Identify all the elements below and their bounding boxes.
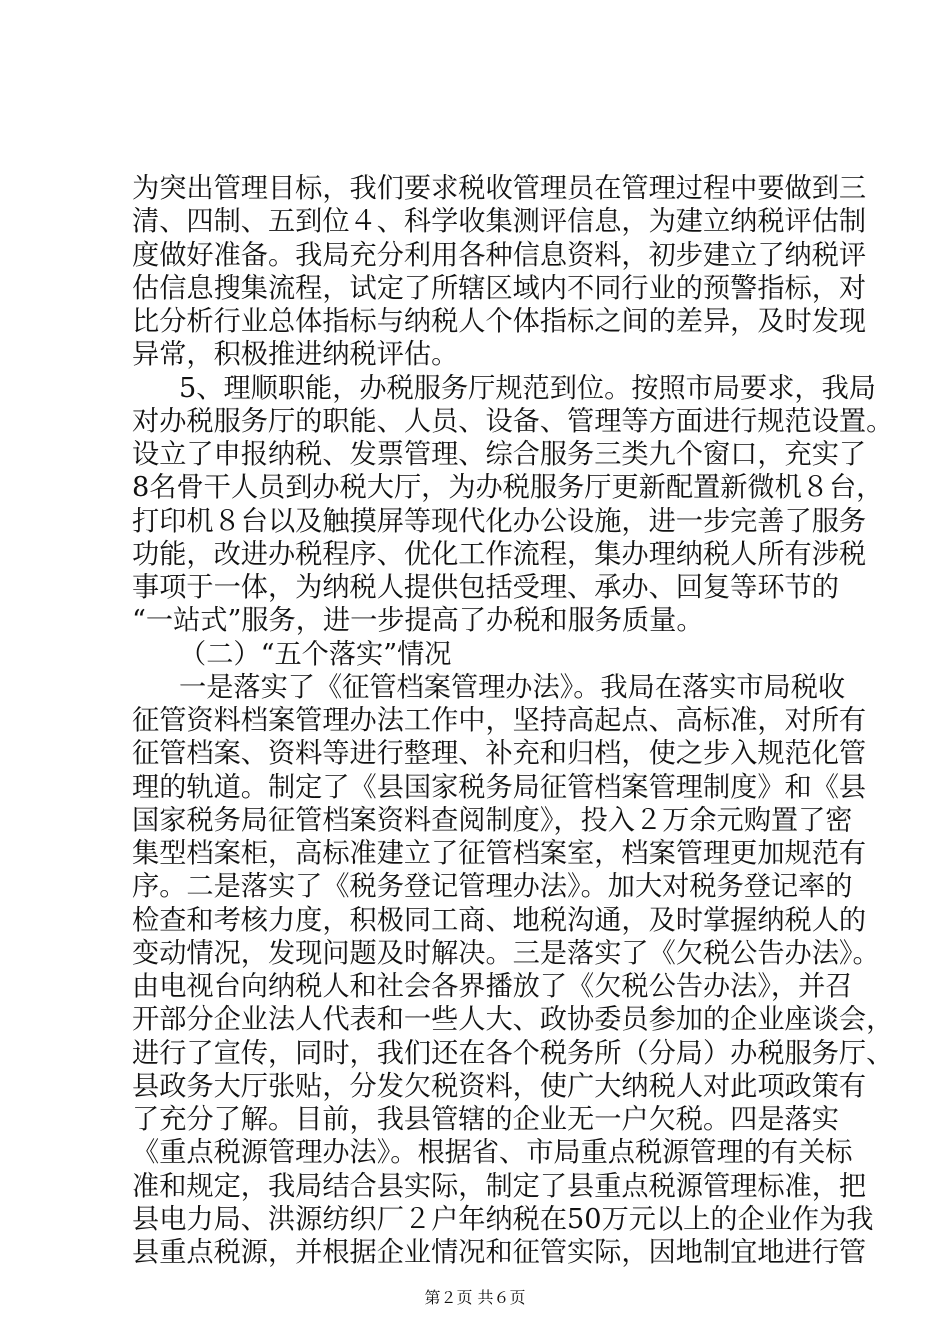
page-number-footer: 第２页 共６页 [424,1288,526,1307]
text-line: 国家税务局征管档案资料查阅制度》，投入２万余元购置了密 [132,804,853,836]
text-line: 了充分了解。目前，我县管辖的企业无一户欠税。四是落实 [132,1104,839,1135]
text-line: 县电力局、洪源纺织厂２户年纳税在50万元以上的企业作为我 [132,1203,874,1235]
text-line: 估信息搜集流程，试定了所辖区域内不同行业的预警指标，对 [132,272,867,304]
text-line: 功能，改进办税程序、优化工作流程，集办理纳税人所有涉税 [132,538,867,570]
text-line: 准和规定，我局结合县实际，制定了县重点税源管理标准，把 [132,1170,867,1202]
text-line: 8名骨干人员到办税大厅，为办税服务厅更新配置新微机８台， [132,472,884,504]
paragraph-first-line: 5、理顺职能，办税服务厅规范到位。按照市局要求，我局 [179,372,876,404]
text-line: 序。二是落实了《税务登记管理办法》。加大对税务登记率的 [132,871,853,903]
section-heading: （二）“五个落实”情况 [179,638,452,670]
text-line: 由电视台向纳税人和社会各界播放了《欠税公告办法》，并召 [132,971,853,1002]
paragraph-first-line: 一是落实了《征管档案管理办法》。我局在落实市局税收 [179,671,846,703]
text-line: 征管档案、资料等进行整理、补充和归档，使之步入规范化管 [132,738,867,770]
text-line: 事项于一体，为纳税人提供包括受理、承办、回复等环节的 [132,572,839,603]
text-line: 理的轨道。制定了《县国家税务局征管档案管理制度》和《县 [132,771,867,803]
text-line: 变动情况，发现问题及时解决。三是落实了《欠税公告办法》。 [132,937,880,969]
text-line: 打印机８台以及触摸屏等现代化办公设施，进一步完善了服务 [132,505,867,537]
text-line: 为突出管理目标，我们要求税收管理员在管理过程中要做到三 [132,173,867,204]
text-line: 度做好准备。我局充分利用各种信息资料，初步建立了纳税评 [132,239,867,271]
text-line: 设立了申报纳税、发票管理、综合服务三类九个窗口，充实了 [132,439,867,470]
text-line: 异常，积极推进纳税评估。 [132,339,459,371]
text-line: 比分析行业总体指标与纳税人个体指标之间的差异，及时发现 [132,306,867,337]
text-line: 征管资料档案管理办法工作中，坚持高起点、高标准，对所有 [132,705,867,736]
text-line: 对办税服务厅的职能、人员、设备、管理等方面进行规范设置。 [132,405,894,437]
text-line: 县政务大厅张贴，分发欠税资料，使广大纳税人对此项政策有 [132,1070,867,1102]
text-line: “一站式”服务，进一步提高了办税和服务质量。 [132,605,704,637]
document-body [132,172,894,1269]
text-line: 县重点税源，并根据企业情况和征管实际，因地制宜地进行管 [132,1237,867,1268]
text-line: 检查和考核力度，积极同工商、地税沟通，及时掌握纳税人的 [132,904,867,936]
text-line: 集型档案柜，高标准建立了征管档案室，档案管理更加规范有 [132,838,867,869]
text-line: 《重点税源管理办法》。根据省、市局重点税源管理的有关标 [132,1137,853,1169]
text-line: 开部分企业法人代表和一些人大、政协委员参加的企业座谈会， [132,1004,894,1036]
text-line: 进行了宣传，同时，我们还在各个税务所（分局）办税服务厅、 [132,1037,894,1069]
text-line: 清、四制、五到位４、科学收集测评信息，为建立纳税评估制 [132,206,867,238]
